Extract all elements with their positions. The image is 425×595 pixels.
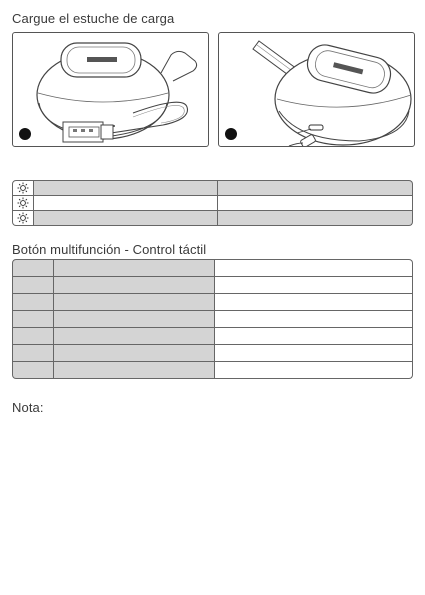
control-cell-a [12, 345, 54, 362]
control-cell-a [12, 294, 54, 311]
control-cell-b [54, 259, 215, 277]
control-cell-a [12, 277, 54, 294]
led-meaning-cell [218, 211, 413, 226]
control-cell-c [215, 311, 413, 328]
charging-case-usb-a-illustration [12, 32, 209, 147]
control-cell-c [215, 277, 413, 294]
led-sun-icon [12, 196, 34, 211]
control-cell-c [215, 294, 413, 311]
led-state-cell [34, 211, 218, 226]
led-meaning-cell [218, 196, 413, 211]
control-cell-b [54, 345, 215, 362]
case-usb-c-drawing [219, 33, 414, 146]
table-row [12, 362, 413, 379]
led-meaning-cell [218, 180, 413, 196]
charging-case-usb-c-illustration [218, 32, 415, 147]
case-with-cable-drawing [13, 33, 208, 146]
control-cell-b [54, 277, 215, 294]
control-cell-b [54, 294, 215, 311]
led-indicator-table [12, 180, 413, 226]
control-cell-c [215, 362, 413, 379]
touch-control-table [12, 259, 413, 379]
step-2-marker [225, 128, 237, 140]
table-row [12, 196, 413, 211]
control-cell-c [215, 328, 413, 345]
control-cell-a [12, 328, 54, 345]
note-heading: Nota: [12, 400, 44, 415]
led-sun-icon [12, 211, 34, 226]
table-row [12, 180, 413, 196]
control-cell-a [12, 311, 54, 328]
table-row [12, 259, 413, 277]
control-cell-c [215, 345, 413, 362]
button-heading: Botón multifunción - Control táctil [12, 242, 207, 257]
table-row [12, 311, 413, 328]
control-cell-b [54, 362, 215, 379]
led-state-cell [34, 180, 218, 196]
control-cell-b [54, 328, 215, 345]
step-1-marker [19, 128, 31, 140]
table-row [12, 211, 413, 226]
table-row [12, 294, 413, 311]
control-cell-a [12, 362, 54, 379]
table-row [12, 345, 413, 362]
table-row [12, 328, 413, 345]
control-cell-b [54, 311, 215, 328]
control-cell-a [12, 259, 54, 277]
control-cell-c [215, 259, 413, 277]
charge-heading: Cargue el estuche de carga [12, 11, 175, 26]
led-state-cell [34, 196, 218, 211]
led-sun-icon [12, 180, 34, 196]
table-row [12, 277, 413, 294]
